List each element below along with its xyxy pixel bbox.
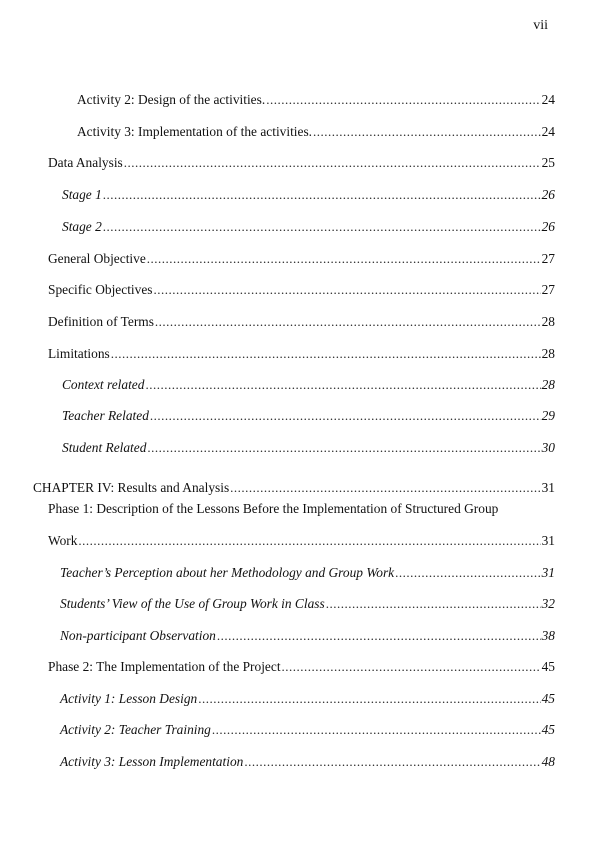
toc-entry-general-objective: [48, 251, 555, 267]
toc-entry-phase1-line1: Phase 1: Description of the Lessons Before the Implementation of Structured Group: [48, 501, 499, 516]
toc-entry-title: Student Related: [62, 440, 147, 455]
toc-entry-page: 24: [541, 92, 555, 107]
toc-entry-activity2-design: [77, 92, 555, 108]
toc-entry-page: 30: [541, 440, 555, 455]
toc-entry-title: Data Analysis: [48, 155, 123, 170]
toc-entry-page: 45: [541, 691, 555, 706]
toc-leader-dots: [244, 754, 540, 770]
toc-leader-dots: [395, 565, 541, 581]
toc-entry-phase2: [48, 659, 555, 675]
toc-leader-dots: [147, 251, 541, 267]
toc-entry-title: Work: [48, 533, 78, 548]
toc-leader-dots: [155, 314, 541, 330]
toc-entry-title: Activity 2: Design of the activities.: [77, 92, 266, 107]
toc-entry-title: Limitations: [48, 346, 110, 361]
toc-entry-teacher-related: [62, 408, 555, 424]
toc-entry-page: 29: [541, 408, 555, 423]
toc-leader-dots: [217, 628, 541, 644]
toc-entry-page: 26: [541, 187, 555, 202]
toc-entry-phase1-line2: [48, 533, 555, 549]
toc-entry-data-analysis: [48, 155, 555, 171]
toc-entry-page: 28: [541, 377, 555, 392]
toc-leader-dots: [153, 282, 540, 298]
toc-entry-page: 48: [541, 754, 555, 769]
page-number: vii: [533, 18, 548, 33]
toc-entry-students-view: [60, 596, 555, 612]
toc-entry-title: Definition of Terms: [48, 314, 154, 329]
toc-entry-title: Phase 2: The Implementation of the Project: [48, 659, 281, 674]
toc-leader-dots: [103, 219, 541, 235]
toc-entry-title: Context related: [62, 377, 145, 392]
toc-entry-page: 24: [541, 124, 555, 139]
toc-leader-dots: [150, 408, 541, 424]
toc-entry-activity1-lesson-design: [60, 691, 555, 707]
toc-entry-title: Stage 1: [62, 187, 102, 202]
toc-entry-specific-objectives: [48, 282, 555, 298]
toc-leader-dots: [313, 124, 541, 140]
toc-leader-dots: [212, 722, 541, 738]
toc-entry-student-related: [62, 440, 555, 456]
toc-entry-page: 28: [541, 346, 555, 361]
toc-leader-dots: [230, 480, 540, 496]
toc-entry-title: Stage 2: [62, 219, 102, 234]
toc-leader-dots: [111, 346, 541, 362]
toc-entry-activity2-teacher-training: [60, 722, 555, 738]
toc-entry-chapter-iv: [33, 480, 555, 496]
toc-entry-non-participant-observation: [60, 628, 555, 644]
toc-leader-dots: [145, 377, 540, 393]
toc-entry-title: Non-participant Observation: [60, 628, 216, 643]
toc-entry-page: 31: [541, 533, 555, 548]
toc-leader-dots: [103, 187, 541, 203]
toc-entry-page: 32: [541, 596, 555, 611]
toc-entry-title: Activity 3: Lesson Implementation: [60, 754, 244, 769]
toc-leader-dots: [198, 691, 540, 707]
toc-entry-page: 31: [541, 565, 555, 580]
toc-entry-title: Activity 2: Teacher Training: [60, 722, 211, 737]
toc-entry-title: Students’ View of the Use of Group Work in Class: [60, 596, 325, 611]
toc-entry-title: Teacher Related: [62, 408, 149, 423]
toc-entry-title: General Objective: [48, 251, 146, 266]
toc-leader-dots: [266, 92, 540, 108]
toc-leader-dots: [326, 596, 541, 612]
toc-entry-title: CHAPTER IV: Results and Analysis: [33, 480, 230, 495]
toc-entry-context-related: [62, 377, 555, 393]
toc-entry-page: 31: [541, 480, 555, 495]
toc-entry-limitations: [48, 346, 555, 362]
toc-entry-page: 25: [541, 155, 555, 170]
toc-leader-dots: [124, 155, 541, 171]
toc-entry-teacher-perception: [60, 565, 555, 581]
toc-entry-title: Activity 1: Lesson Design: [60, 691, 198, 706]
toc-entry-title: Specific Objectives: [48, 282, 153, 297]
toc-leader-dots: [78, 533, 540, 549]
toc-entry-definition-of-terms: [48, 314, 555, 330]
toc-entry-page: 28: [541, 314, 555, 329]
toc-entry-page: 45: [541, 722, 555, 737]
toc-entry-activity3-lesson-implementation: [60, 754, 555, 770]
toc-entry-page: 26: [541, 219, 555, 234]
toc-entry-page: 38: [541, 628, 555, 643]
toc-leader-dots: [147, 440, 540, 456]
toc-leader-dots: [282, 659, 541, 675]
toc-entry-page: 27: [541, 282, 555, 297]
toc-entry-page: 45: [541, 659, 555, 674]
toc-entry-page: 27: [541, 251, 555, 266]
toc-entry-title: Activity 3: Implementation of the activities.: [77, 124, 313, 139]
toc-entry-stage-1: [62, 187, 555, 203]
toc-entry-stage-2: [62, 219, 555, 235]
toc-entry-title: Teacher’s Perception about her Methodology and Group Work: [60, 565, 395, 580]
toc-entry-activity3-implementation: [77, 124, 555, 140]
